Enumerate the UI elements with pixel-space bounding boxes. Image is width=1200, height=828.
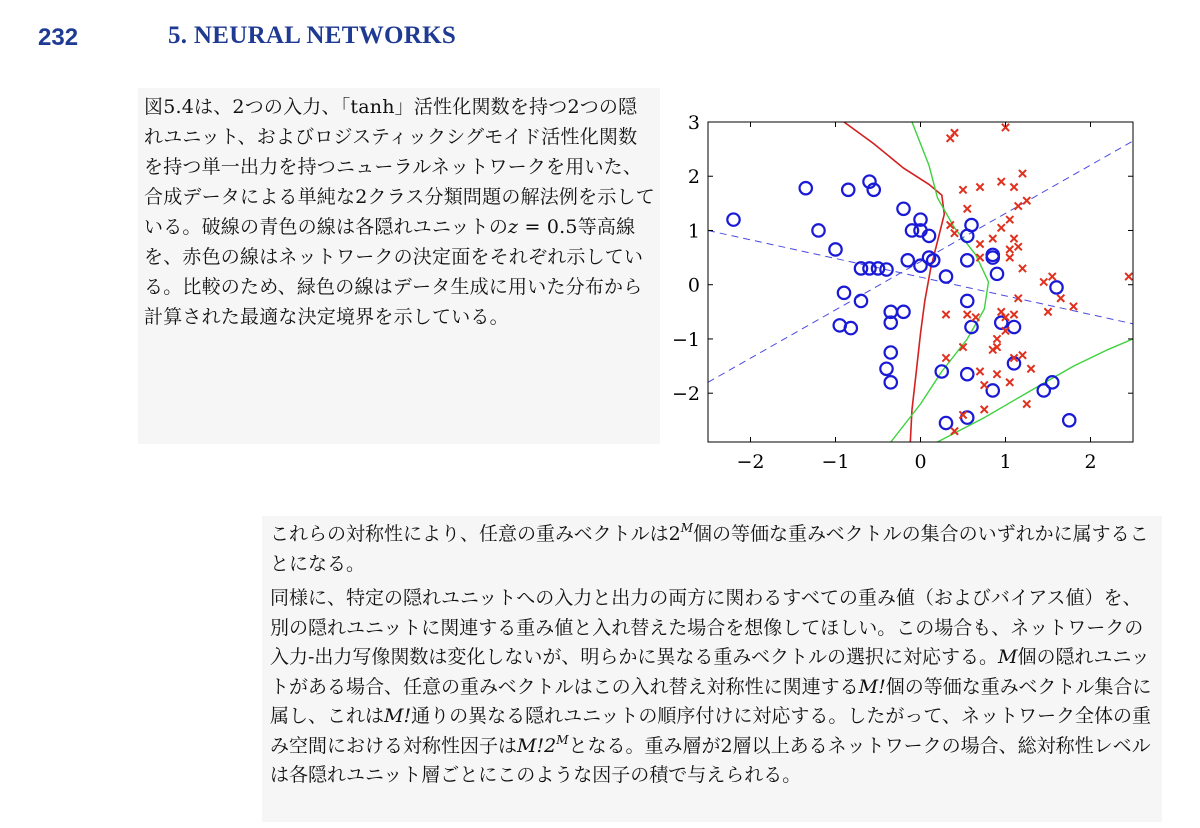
network-decision-boundary — [844, 122, 944, 442]
data-point-cross — [998, 178, 1005, 185]
p2-math-m4-sup: M — [556, 732, 569, 747]
y-tick-label: 2 — [687, 166, 700, 189]
data-point-cross — [942, 311, 949, 318]
data-point-circle — [885, 346, 897, 358]
data-point-cross — [976, 240, 983, 247]
data-point-cross — [1010, 235, 1017, 242]
data-point-circle — [812, 224, 824, 236]
x-tick-label: 2 — [1084, 451, 1097, 473]
p2-text-a: 同様に、特定の隠れユニットへの入力と出力の両方に関わるすべての重み値（およびバイアス値）を、別の隠れユニットに関連する重み値と入れ替えた場合を想像してほしい。この場合も、ネットワークの入力-出力写像関数は変化しないが、明らかに異なる重みベクトルの選択に対応する。 — [270, 587, 1144, 668]
data-point-cross — [1010, 183, 1017, 190]
p1-math-sup: M — [680, 521, 694, 535]
data-point-circle — [965, 219, 977, 231]
data-point-cross — [1006, 379, 1013, 386]
data-point-cross — [964, 205, 971, 212]
data-point-cross — [1019, 170, 1026, 177]
data-point-cross — [1019, 352, 1026, 359]
x-tick-label: 0 — [914, 451, 927, 473]
p2-text-d: 通りの異なる隠れユニットの順序付けに対応する。したがって、ネットワーク全体の重み空間における対称性因子は — [270, 705, 1151, 757]
data-point-cross — [1049, 273, 1056, 280]
data-point-cross — [1125, 273, 1132, 280]
data-point-circle — [855, 295, 867, 307]
caption-equation: = 0.5 — [518, 216, 578, 238]
p1-text-b: 個の等価な重みベクトルの集合のいずれかに属することになる。 — [270, 523, 1149, 575]
data-point-cross — [989, 235, 996, 242]
data-point-cross — [964, 311, 971, 318]
data-point-cross — [981, 406, 988, 413]
data-point-circle — [961, 368, 973, 380]
data-point-cross — [951, 230, 958, 237]
data-point-circle — [838, 287, 850, 299]
data-point-cross — [1027, 365, 1034, 372]
y-tick-label: 3 — [687, 112, 700, 134]
data-point-cross — [972, 314, 979, 321]
p2-text-e: となる。重み層が2層以上あるネットワークの場合、総対称性レベルは各隠れユニット層ごとにこのような因子の積で与えられる。 — [270, 734, 1151, 786]
data-point-cross — [1015, 202, 1022, 209]
y-tick-label: 0 — [687, 274, 700, 297]
data-point-circle — [940, 270, 952, 282]
data-point-cross — [1010, 311, 1017, 318]
y-tick-label: −2 — [671, 383, 700, 406]
data-point-circle — [1008, 321, 1020, 333]
data-point-circle — [902, 254, 914, 266]
x-tick-label: −2 — [736, 451, 765, 473]
caption-text-part2: 等高線を、赤色の線はネットワークの決定面をそれぞれ示している。比較のため、緑色の線はデータ生成に用いた分布から計算された最適な決定境界を示している。 — [144, 216, 644, 328]
data-point-cross — [1070, 303, 1077, 310]
data-point-circle — [1063, 414, 1075, 426]
p2-text-b: 個の隠れユニットがある場合、任意の重みベクトルはこの入れ替え対称性に関連する — [270, 646, 1150, 698]
p2-math-m1: M — [998, 646, 1018, 668]
data-point-cross — [993, 371, 1000, 378]
body-text — [262, 516, 1162, 822]
data-point-circle — [897, 306, 909, 318]
p2-math-m2: M! — [858, 675, 886, 698]
chapter-title: 5. NEURAL NETWORKS — [168, 22, 457, 49]
data-point-cross — [976, 368, 983, 375]
data-point-cross — [1006, 246, 1013, 253]
data-point-circle — [1050, 281, 1062, 293]
page-number: 232 — [38, 24, 79, 51]
data-point-circle — [880, 363, 892, 375]
data-point-circle — [961, 254, 973, 266]
data-point-cross — [993, 335, 1000, 342]
y-tick-label: 1 — [687, 220, 700, 243]
p2-text-c: 個の等価な重みベクトル集合に属し、これは — [270, 675, 1152, 727]
data-point-circle — [940, 417, 952, 429]
data-point-circle — [800, 182, 812, 194]
p2-math-m3: M! — [384, 705, 412, 727]
x-tick-label: 1 — [999, 451, 1012, 473]
x-tick-label: −1 — [821, 451, 850, 473]
data-point-cross — [959, 186, 966, 193]
data-point-cross — [1044, 308, 1051, 315]
plot-frame — [708, 122, 1133, 442]
hidden-unit-contour-1 — [708, 231, 1133, 324]
data-point-cross — [1006, 254, 1013, 261]
data-point-cross — [942, 354, 949, 361]
data-point-cross — [976, 183, 983, 190]
data-point-circle — [829, 243, 841, 255]
figure-caption — [138, 88, 660, 444]
hidden-unit-contour-2 — [708, 141, 1133, 382]
paragraph-2 — [270, 584, 1154, 791]
data-point-circle — [727, 213, 739, 225]
data-point-circle — [961, 411, 973, 423]
data-point-circle — [987, 384, 999, 396]
data-point-cross — [1015, 243, 1022, 250]
scatter-chart — [660, 96, 1140, 496]
caption-text — [144, 92, 656, 332]
p1-text-a: これらの対称性により、任意の重みベクトルは — [270, 523, 669, 545]
paragraph-1 — [270, 520, 1154, 579]
caption-variable-z: z — [508, 216, 519, 238]
caption-text-part1: 図5.4は、2つの入力、「tanh」活性化関数を持つ2つの隠れユニット、およびロジスティックシグモイド活性化関数を持つ単一出力を持つニューラルネットワークを用いた、合成データによる単純な2クラス分類問題の解法例を示している。破線の青色の線は各隠れユニットの — [144, 96, 655, 238]
p1-math-2: 2 — [668, 523, 681, 545]
data-point-circle — [961, 295, 973, 307]
optimal-decision-boundary-2 — [938, 339, 1134, 442]
data-point-cross — [1023, 400, 1030, 407]
data-point-cross — [1019, 265, 1026, 272]
data-point-cross — [998, 224, 1005, 231]
data-point-cross — [1057, 295, 1064, 302]
data-point-cross — [1023, 197, 1030, 204]
data-point-cross — [981, 381, 988, 388]
data-point-circle — [897, 203, 909, 215]
y-tick-label: −1 — [671, 328, 700, 351]
data-point-circle — [991, 268, 1003, 280]
data-point-circle — [842, 184, 854, 196]
data-point-cross — [1006, 216, 1013, 223]
data-point-cross — [1040, 278, 1047, 285]
p2-math-m4: M!2 — [517, 734, 557, 757]
data-point-circle — [885, 376, 897, 388]
